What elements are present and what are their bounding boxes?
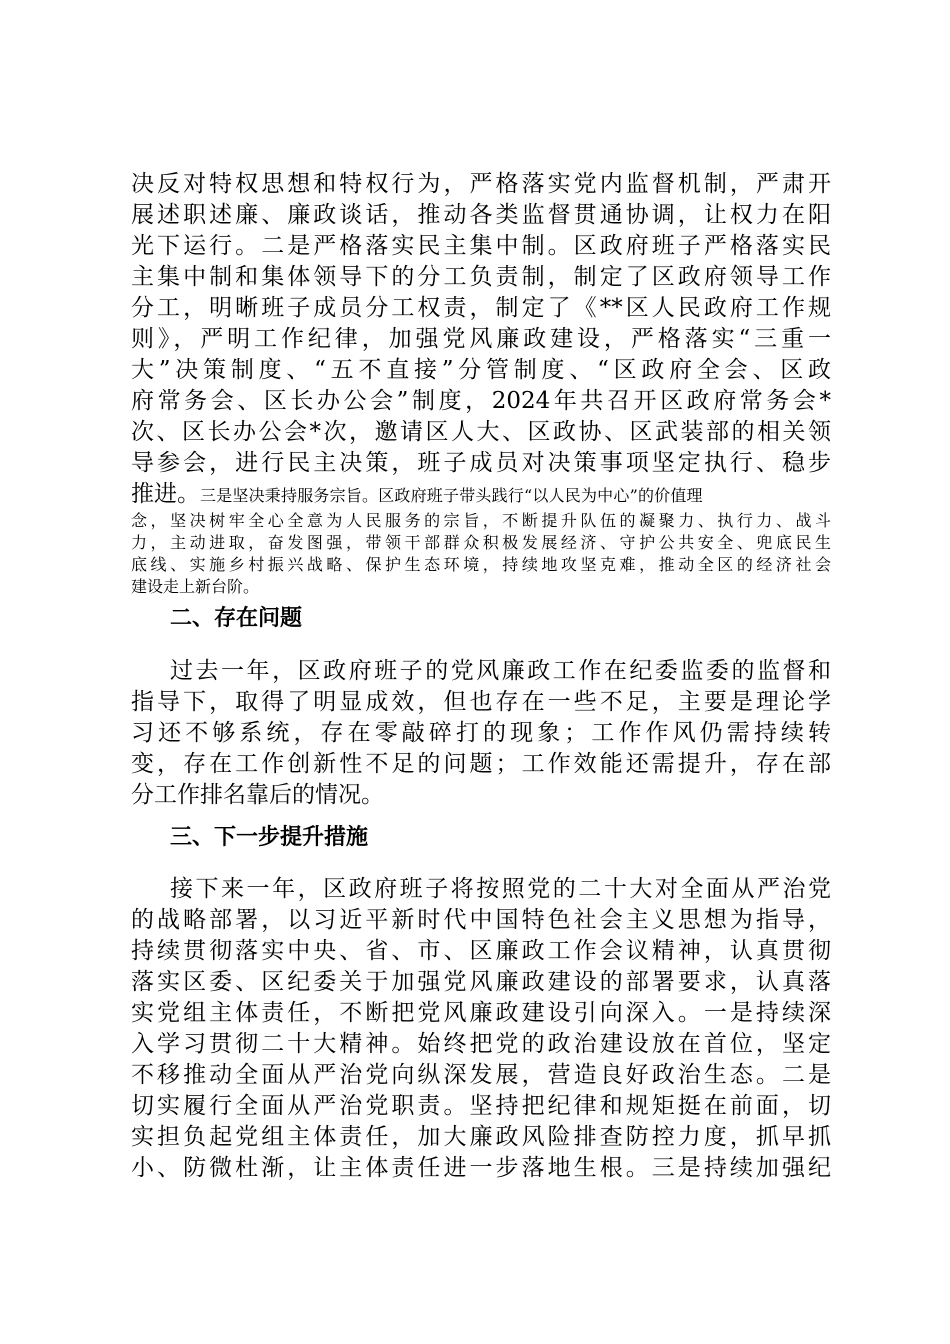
paragraph-line: 府常务会、区长办公会”制度，2024年共召开区政府常务会* <box>131 388 831 414</box>
paragraph-line: 主集中制和集体领导下的分工负责制，制定了区政府领导工作 <box>131 264 831 290</box>
paragraph-small-line: 力，主动进取，奋发图强，带领干部群众积极发展经济、守护公共安全、兜底民生 <box>131 533 831 552</box>
paragraph-small-line: 底线、实施乡村振兴战略、保护生态环境，持续地攻坚克难，推动全区的经济社会 <box>131 555 831 574</box>
paragraph-line: 的战略部署，以习近平新时代中国特色社会主义思想为指导， <box>131 907 831 933</box>
paragraph-mixed-line <box>131 479 831 510</box>
paragraph-line: 大”决策制度、“五不直接”分管制度、“区政府全会、区政 <box>131 357 831 383</box>
paragraph-line: 分工，明晰班子成员分工权责，制定了《**区人民政府工作规 <box>131 295 831 321</box>
paragraph-line: 持续贯彻落实中央、省、市、区廉政工作会议精神，认真贯彻 <box>131 938 831 964</box>
paragraph-line: 入学习贯彻二十大精神。始终把党的政治建设放在首位，坚定 <box>131 1031 831 1057</box>
paragraph-line: 展述职述廉、廉政谈话，推动各类监督贯通协调，让权力在阳 <box>131 202 831 228</box>
paragraph-line: 小、防微杜渐，让主体责任进一步落地生根。三是持续加强纪 <box>131 1155 831 1181</box>
paragraph-line: 实党组主体责任，不断把党风廉政建设引向深入。一是持续深 <box>131 1000 831 1026</box>
paragraph-line: 习还不够系统，存在零敲碎打的现象；工作作风仍需持续转 <box>131 720 831 746</box>
paragraph-line: 实担负起党组主体责任，加大廉政风险排查防控力度，抓早抓 <box>131 1124 831 1150</box>
paragraph-line: 光下运行。二是严格落实民主集中制。区政府班子严格落实民 <box>131 233 831 259</box>
section-heading: 三、下一步提升措施 <box>170 825 369 850</box>
paragraph-line: 切实履行全面从严治党职责。坚持把纪律和规矩挺在前面，切 <box>131 1093 831 1119</box>
paragraph-line: 指导下，取得了明显成效，但也存在一些不足，主要是理论学 <box>131 689 831 715</box>
paragraph-line: 导参会，进行民主决策，班子成员对决策事项坚定执行、稳步 <box>131 450 831 476</box>
paragraph-line: 则》，严明工作纪律，加强党风廉政建设，严格落实“三重一 <box>131 326 831 352</box>
paragraph-line: 不移推动全面从严治党向纵深发展，营造良好政治生态。二是 <box>131 1062 831 1088</box>
paragraph-text-small: 三是坚决秉持服务宗旨。区政府班子带头践行“以人民为中心”的价值理 <box>200 486 703 505</box>
paragraph-line: 次、区长办公会*次，邀请区人大、区政协、区武装部的相关领 <box>131 419 831 445</box>
paragraph-line: 决反对特权思想和特权行为，严格落实党内监督机制，严肃开 <box>131 171 831 197</box>
paragraph-line: 过去一年，区政府班子的党风廉政工作在纪委监委的监督和 <box>170 658 831 684</box>
paragraph-text-large: 推进。 <box>131 481 200 507</box>
paragraph-line: 变，存在工作创新性不足的问题；工作效能还需提升，存在部 <box>131 751 831 777</box>
paragraph-small-line: 建设走上新台阶。 <box>131 577 260 596</box>
paragraph-line: 落实区委、区纪委关于加强党风廉政建设的部署要求，认真落 <box>131 969 831 995</box>
paragraph-line: 分工作排名靠后的情况。 <box>131 782 384 808</box>
section-heading: 二、存在问题 <box>170 606 303 631</box>
paragraph-line: 接下来一年，区政府班子将按照党的二十大对全面从严治党 <box>170 876 831 902</box>
paragraph-small-line: 念，坚决树牢全心全意为人民服务的宗旨，不断提升队伍的凝聚力、执行力、战斗 <box>131 511 831 530</box>
